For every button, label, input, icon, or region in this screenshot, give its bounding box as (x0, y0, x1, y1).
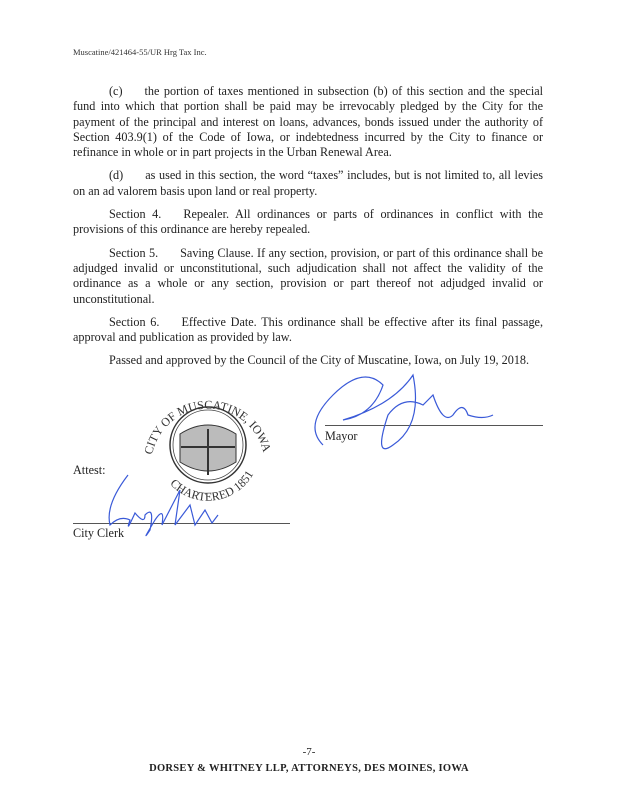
passed-text: Passed and approved by the Council of the City of Muscatine, Iowa, on July 19, 2018. (109, 353, 530, 368)
footer-firm: DORSEY & WHITNEY LLP, ATTORNEYS, DES MOINES, IOWA (149, 763, 469, 774)
page-number: -7- (302, 746, 316, 758)
paragraph-c-label: (c) (109, 84, 123, 98)
seal-text-bottom: CHARTERED 1851 (167, 467, 257, 504)
seal-text-top: CITY OF MUSCATINE, IOWA (141, 397, 275, 456)
paragraph-d-label: (d) (109, 168, 124, 183)
paragraph-c (73, 84, 543, 160)
section-5 (73, 246, 543, 307)
mayor-label: Mayor (325, 428, 358, 443)
section-4 (73, 207, 543, 238)
attest-label: Attest: (73, 462, 106, 477)
mayor-signature (303, 365, 523, 465)
section-4-label: Section 4. (109, 207, 162, 222)
section-6-text: Effective Date. This ordinance shall be effective after its final passage, approval and publication as provided by law. (73, 314, 543, 345)
paragraph-d (73, 168, 543, 199)
clerk-label: City Clerk (73, 525, 125, 540)
document-body (73, 84, 543, 542)
document-header: Muscatine/421464-55/UR Hrg Tax Inc. (73, 47, 207, 57)
paragraph-d-text: as used in this section, the word “taxes” includes, but is not limited to, all levies on an ad valorem basis upon land or real property. (73, 168, 543, 198)
paragraph-c-text: the portion of taxes mentioned in subsection (b) of this section and the special fund into which that portion shall be paid may be irrevocably pledged by the City for the payment of the principal and interest on loans, advances, bonds issued under the authority of Section 403.9(1) of the Code of Iowa, or indebtedness incurred by the City to finance or refinance in whole or in part projects in the Urban Renewal Area. (73, 84, 543, 160)
section-6 (73, 315, 543, 346)
section-5-text: Saving Clause. If any section, provision, or part of this ordinance shall be adjudged invalid or unconstitutional, such adjudication shall not affect the validity of the ordinance as a whole or any section, provision or part thereof not adjudged invalid or unconstitutional. (73, 245, 544, 306)
section-4-text: Repealer. All ordinances or parts of ordinances in conflict with the provisions of this ordinance are hereby repealed. (73, 207, 543, 237)
signature-block (73, 377, 543, 542)
clerk-signature (100, 465, 240, 550)
section-6-label: Section 6. (109, 314, 160, 329)
section-5-label: Section 5. (109, 245, 159, 260)
